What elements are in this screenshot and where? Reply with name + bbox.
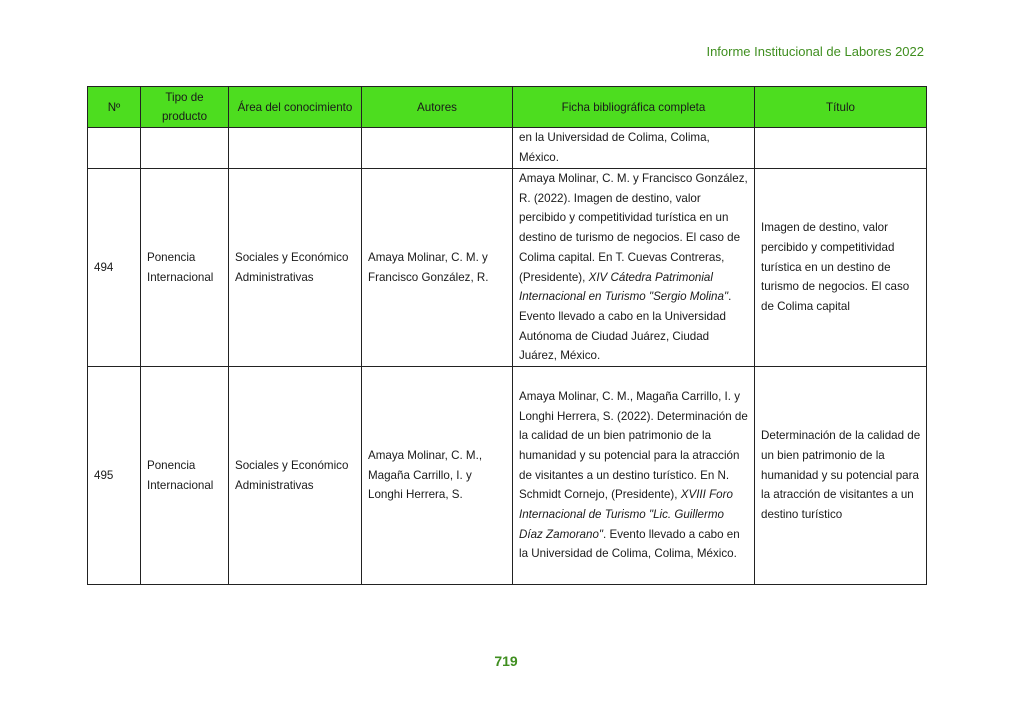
column-header-tipo: Tipo de producto [141,87,229,128]
cell-area: Sociales y Económico Administrativas [229,169,362,367]
cell-ficha [513,169,755,367]
table-header-row [88,87,927,128]
column-header-ficha: Ficha bibliográfica completa [513,87,755,128]
cell-ficha [513,367,755,585]
table-row [88,169,927,367]
ficha-text: Amaya Molinar, C. M., Magaña Carrillo, I. y Longhi Herrera, S. (2022). Determinación de la calidad de un bien patrimonio de la humanidad y su potencial para la atracción de visitantes a un destino turístico. En N. Schmidt Cornejo, (Presidente), [519,389,748,502]
column-header-area: Área del conocimiento [229,87,362,128]
cell-area: Sociales y Económico Administrativas [229,367,362,585]
report-title: Informe Institucional de Labores 2022 [706,44,924,59]
ficha-text-end: . Evento llevado a cabo en la Universidad Autónoma de Ciudad Juárez, Ciudad Juárez, México. [519,290,732,363]
ficha-text-end: . Evento llevado a cabo en la Universidad de Colima, Colima, México. [519,527,740,561]
cell-ficha: en la Universidad de Colima, Colima, México. [513,128,755,169]
column-header-num: Nº [88,87,141,128]
cell-autores: Amaya Molinar, C. M. y Francisco González, R. [362,169,513,367]
cell-titulo: Imagen de destino, valor percibido y competitividad turística en un destino de turismo de negocios. El caso de Colima capital [755,169,927,367]
cell-num: 495 [88,367,141,585]
column-header-autores: Autores [362,87,513,128]
cell-tipo: Ponencia Internacional [141,367,229,585]
cell-tipo: Ponencia Internacional [141,169,229,367]
column-header-titulo: Título [755,87,927,128]
cell-num: 494 [88,169,141,367]
table-row-continued [88,128,927,169]
ficha-text: Amaya Molinar, C. M. y Francisco González, R. (2022). Imagen de destino, valor percibido y competitividad turística en un destino de turismo de negocios. El caso de Colima capital. En T. Cuevas Contreras, (Presidente), [519,172,748,284]
cell-titulo [755,128,927,169]
cell-titulo: Determinación de la calidad de un bien patrimonio de la humanidad y su potencial para la atracción de visitantes a un destino turístico [755,367,927,585]
cell-autores [362,128,513,169]
cell-autores: Amaya Molinar, C. M., Magaña Carrillo, I. y Longhi Herrera, S. [362,367,513,585]
cell-area [229,128,362,169]
ficha-event-name: XVIII Foro Internacional de Turismo "Lic. Guillermo Díaz Zamorano" [519,488,733,541]
cell-num [88,128,141,169]
page-number: 719 [494,653,518,669]
table-row [88,367,927,585]
bibliography-table [87,86,927,585]
cell-tipo [141,128,229,169]
ficha-event-name: XIV Cátedra Patrimonial Internacional en Turismo "Sergio Molina" [519,270,729,304]
